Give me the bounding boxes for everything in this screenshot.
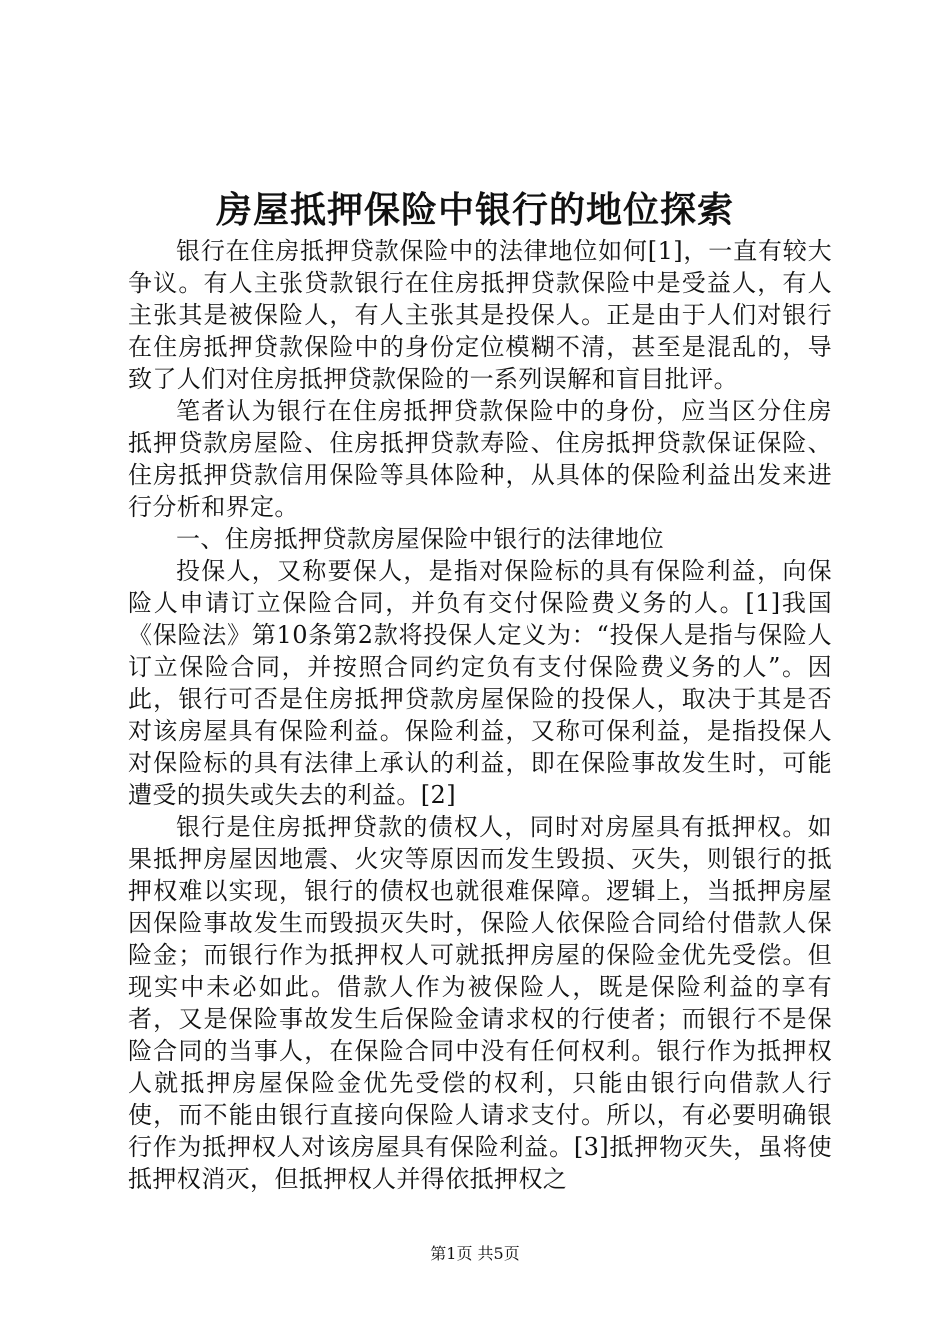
section-heading: 一、住房抵押贷款房屋保险中银行的法律地位 [176, 525, 664, 553]
page-number-footer: 第1页 共5页 [430, 1244, 520, 1263]
document-body [128, 235, 832, 1195]
paragraph: 银行是住房抵押贷款的债权人，同时对房屋具有抵押权。如果抵押房屋因地震、火灾等原因而发生毁损、灭失，则银行的抵押权难以实现，银行的债权也就很难保障。逻辑上，当抵押房屋因保险事故发生而毁损灭失时，保险人依保险合同给付借款人保险金；而银行作为抵押权人可就抵押房屋的保险金优先受偿。但现实中未必如此。借款人作为被保险人，既是保险利益的享有者，又是保险事故发生后保险金请求权的行使者；而银行不是保险合同的当事人，在保险合同中没有任何权利。银行作为抵押权人就抵押房屋保险金优先受偿的权利，只能由银行向借款人行使，而不能由银行直接向保险人请求支付。所以，有必要明确银行作为抵押权人对该房屋具有保险利益。[3]抵押物灭失，虽将使抵押权消灭，但抵押权人并得依抵押权之 [128, 813, 832, 1193]
paragraph: 银行在住房抵押贷款保险中的法律地位如何[1]，一直有较大争议。有人主张贷款银行在住房抵押贷款保险中是受益人，有人主张其是被保险人，有人主张其是投保人。正是由于人们对银行在住房抵押贷款保险中的身份定位模糊不清，甚至是混乱的，导致了人们对住房抵押贷款保险的一系列误解和盲目批评。 [128, 237, 832, 393]
document-title: 房屋抵押保险中银行的地位探索 [215, 189, 734, 231]
paragraph: 笔者认为银行在住房抵押贷款保险中的身份，应当区分住房抵押贷款房屋险、住房抵押贷款寿险、住房抵押贷款保证保险、住房抵押贷款信用保险等具体险种，从具体的保险利益出发来进行分析和界定。 [128, 397, 832, 521]
paragraph: 投保人，又称要保人，是指对保险标的具有保险利益，向保险人申请订立保险合同，并负有交付保险费义务的人。[1]我国《保险法》第10条第2款将投保人定义为：“投保人是指与保险人订立保险合同，并按照合同约定负有支付保险费义务的人”。因此，银行可否是住房抵押贷款房屋保险的投保人，取决于其是否对该房屋具有保险利益。保险利益，又称可保利益，是指投保人对保险标的具有法律上承认的利益，即在保险事故发生时，可能遭受的损失或失去的利益。[2] [128, 557, 832, 809]
